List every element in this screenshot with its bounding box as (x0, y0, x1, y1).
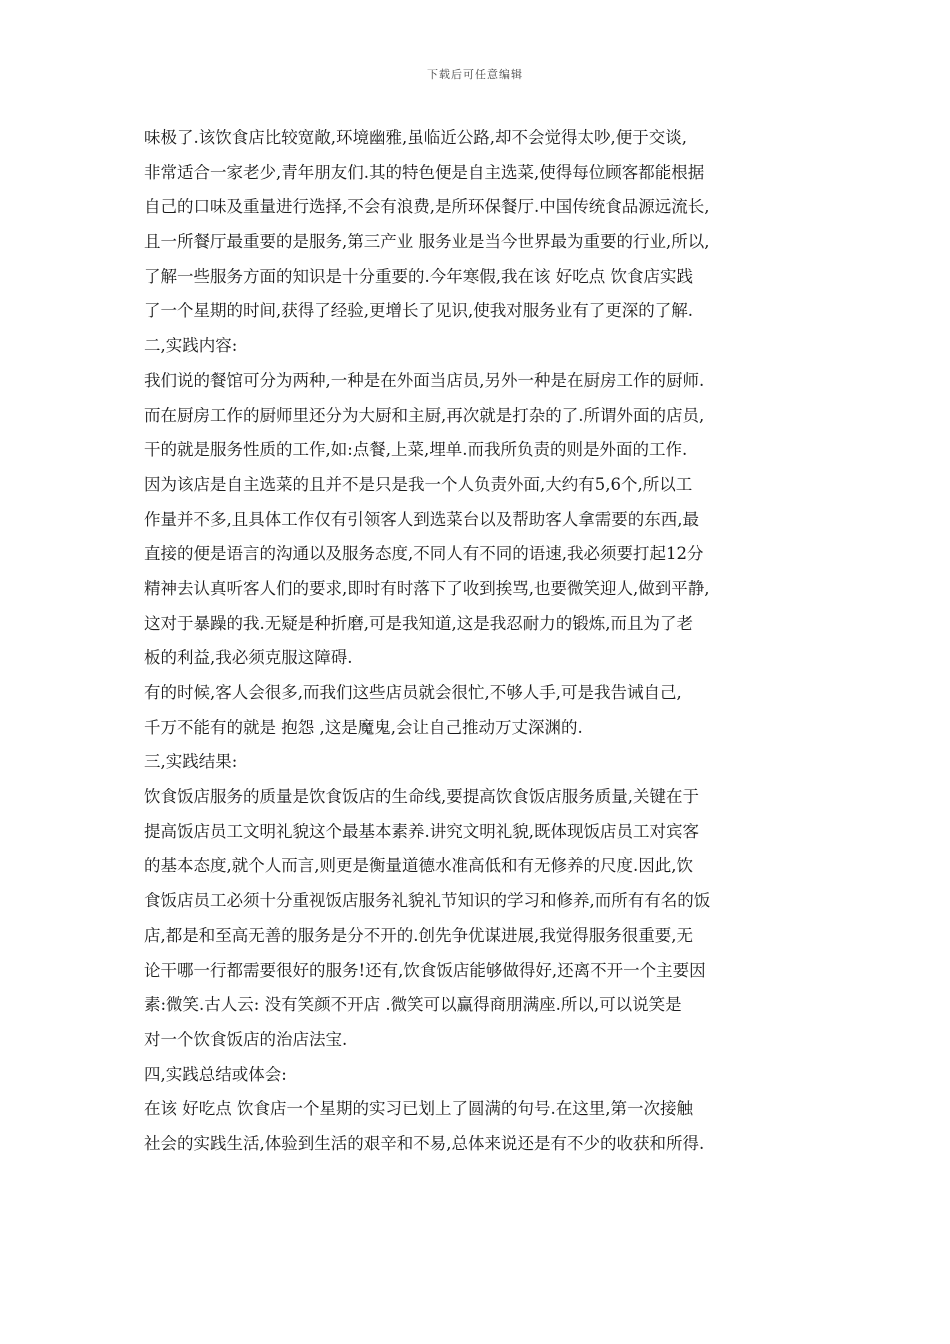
text-line: 有的时候,客人会很多,而我们这些店员就会很忙,不够人手,可是我告诫自己, (144, 683, 682, 702)
text-line: 干的就是服务性质的工作,如:点餐,上菜,埋单.而我所负责的则是外面的工作. (144, 440, 688, 460)
text-line: 提高饭店员工文明礼貌这个最基本素养.讲究文明礼貌,既体现饭店员工对宾客 (144, 821, 699, 841)
text-line: 且一所餐厅最重要的是服务,第三产业 服务业是当今世界最为重要的行业,所以, (144, 232, 710, 252)
text-line: 自己的口味及重量进行选择,不会有浪费,是所环保餐厅.中国传统食品源远流长, (144, 197, 710, 217)
text-line: 在该 好吃点 饮食店一个星期的实习已划上了圆满的句号.在这里,第一次接触 (144, 1099, 693, 1119)
text-line: 直接的便是语言的沟通以及服务态度,不同人有不同的语速,我必须要打起12分 (144, 544, 704, 564)
document-body (144, 121, 824, 1162)
page-header: 下载后可任意编辑 (427, 68, 523, 81)
text-line: 千万不能有的就是 抱怨 ,这是魔鬼,会让自己推动万丈深渊的. (144, 717, 583, 737)
text-line: 我们说的餐馆可分为两种,一种是在外面当店员,另外一种是在厨房工作的厨师. (144, 370, 705, 390)
text-line: 了一个星期的时间,获得了经验,更增长了见识,使我对服务业有了更深的了解. (144, 301, 693, 321)
section-heading-3: 三,实践结果: (144, 752, 238, 772)
text-line: 而在厨房工作的厨师里还分为大厨和主厨,再次就是打杂的了.所谓外面的店员, (144, 405, 705, 425)
text-line: 素:微笑.古人云: 没有笑颜不开店 .微笑可以赢得商朋满座.所以,可以说笑是 (144, 995, 682, 1015)
text-line: 这对于暴躁的我.无疑是种折磨,可是我知道,这是我忍耐力的锻炼,而且为了老 (144, 613, 693, 633)
section-heading-4: 四,实践总结或体会: (144, 1064, 287, 1084)
text-line: 作量并不多,且具体工作仅有引领客人到选菜台以及帮助客人拿需要的东西,最 (144, 509, 699, 529)
text-line: 对一个饮食饭店的治店法宝. (144, 1029, 348, 1049)
section-heading-2: 二,实践内容: (144, 336, 238, 356)
text-line: 精神去认真听客人们的要求,即时有时落下了收到挨骂,也要微笑迎人,做到平静, (144, 578, 710, 598)
text-line: 论干哪一行都需要很好的服务!还有,饮食饭店能够做得好,还离不开一个主要因 (144, 960, 706, 980)
text-line: 非常适合一家老少,青年朋友们.其的特色便是自主选菜,使得每位顾客都能根据 (144, 162, 705, 182)
text-line: 味极了.该饮食店比较宽敞,环境幽雅,虽临近公路,却不会觉得太吵,便于交谈, (144, 128, 687, 147)
text-line: 饮食饭店服务的质量是饮食饭店的生命线,要提高饮食饭店服务质量,关键在于 (144, 787, 699, 807)
text-line: 因为该店是自主选菜的且并不是只是我一个人负责外面,大约有5,6个,所以工 (144, 474, 693, 494)
text-line: 食饭店员工必须十分重视饭店服务礼貌礼节知识的学习和修养,而所有有名的饭 (144, 891, 711, 911)
text-line: 社会的实践生活,体验到生活的艰辛和不易,总体来说还是有不少的收获和所得. (144, 1133, 705, 1153)
text-line: 店,都是和至高无善的服务是分不开的.创先争优谋进展,我觉得服务很重要,无 (144, 925, 693, 945)
text-line: 的基本态度,就个人而言,则更是衡量道德水准高低和有无修养的尺度.因此,饮 (144, 856, 693, 876)
text-line: 板的利益,我必须克服这障碍. (144, 648, 353, 668)
text-line: 了解一些服务方面的知识是十分重要的.今年寒假,我在该 好吃点 饮食店实践 (144, 266, 693, 286)
